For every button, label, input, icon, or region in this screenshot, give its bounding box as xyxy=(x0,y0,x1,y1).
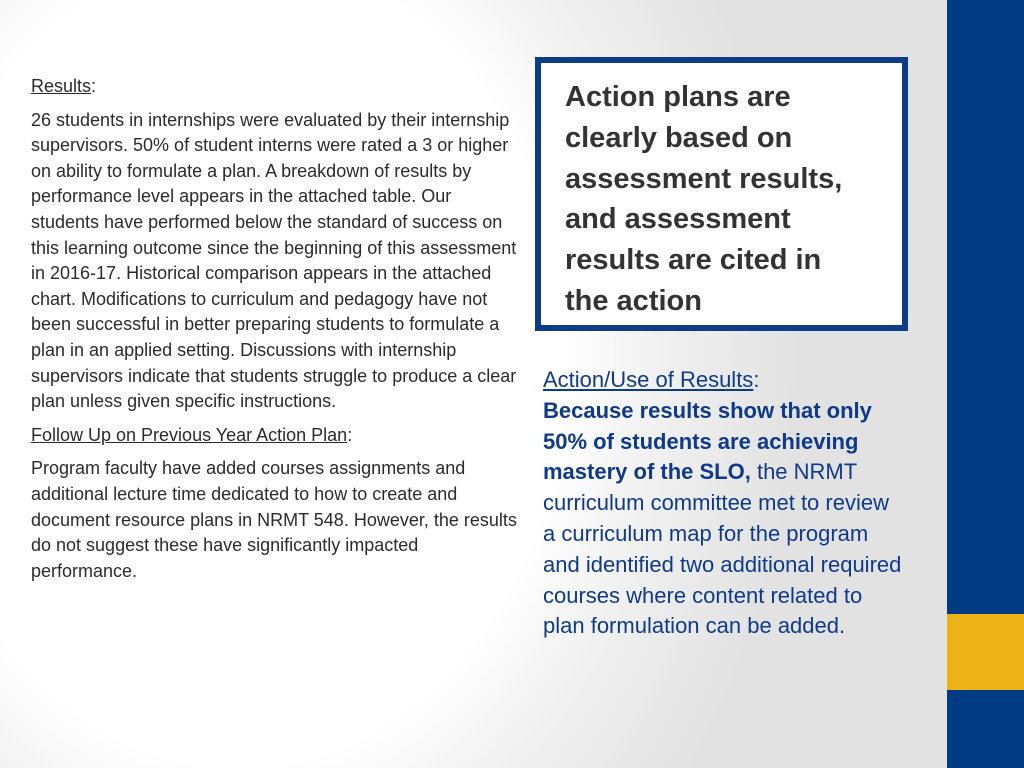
action-bold-text: Because results show that only 50% of students are achieving mastery of the SLO, xyxy=(543,397,872,485)
results-heading xyxy=(31,74,517,100)
action-heading xyxy=(543,365,903,396)
action-heading-label: Action/Use of Results xyxy=(543,367,754,392)
right-gold-accent xyxy=(947,614,1024,690)
results-body: 26 students in internships were evaluated by their internship supervisors. 50% of student interns were rated a 3 or higher on ability to formulate a plan. A breakdown of results by performance level appears in the attached table. Our students have performed below the standard of success on this learning outcome since the beginning of this assessment in 2016-17. Historical comparison appears in the attached chart. Modifications to curriculum and pedagogy have not been successful in better preparing students to formulate a plan in an applied setting. Discussions with internship supervisors indicate that students struggle to produce a clear plan unless given specific instructions. xyxy=(31,109,517,412)
action-section xyxy=(543,365,903,642)
follow-up-heading-label: Follow Up on Previous Year Action Plan xyxy=(31,424,348,445)
callout-text: Action plans are clearly based on assessment results, and assessment results are cited in the action xyxy=(565,81,843,317)
action-body xyxy=(543,396,903,642)
follow-up-heading xyxy=(31,423,517,449)
results-heading-label: Results xyxy=(31,76,92,96)
action-heading-colon: : xyxy=(753,367,760,392)
follow-up-body: Program faculty have added courses assignments and additional lecture time dedicated to how to create and document resource plans in NRMT 548. However, the results do not suggest these have significantly impacted performance. xyxy=(31,458,517,581)
results-column xyxy=(31,74,517,592)
follow-up-heading-colon: : xyxy=(347,424,353,445)
action-body-text: the NRMT curriculum committee met to review a curriculum map for the program and identified two additional required courses where content related to plan formulation can be added. xyxy=(543,459,902,639)
results-heading-colon: : xyxy=(91,76,97,96)
callout-box xyxy=(535,57,908,331)
